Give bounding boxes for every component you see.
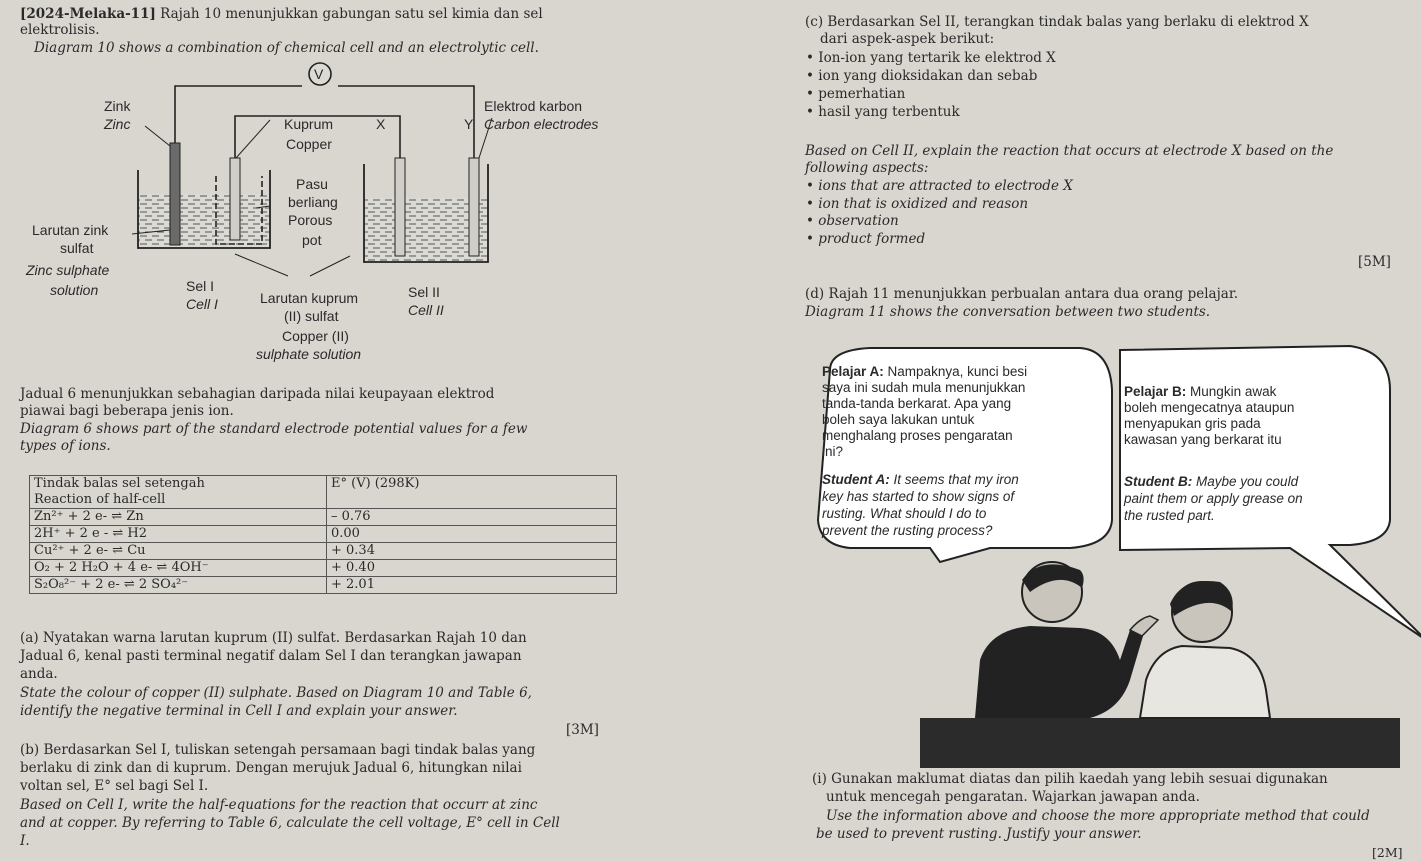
copper-label-en: Copper	[286, 136, 332, 152]
electrode-x-label: X	[376, 116, 386, 132]
bubble-a-ms-line: ini?	[822, 444, 844, 459]
bubble-a-en-line: rusting. What should I do to	[822, 506, 987, 521]
table-intro-ms-1: Jadual 6 menunjukkan sebahagian daripada nilai keupayaan elektrod	[20, 386, 495, 402]
table-header-reaction-en: Reaction of half-cell	[34, 492, 166, 507]
question-header	[20, 6, 543, 23]
table-row	[30, 577, 617, 594]
question-a-en-1: State the colour of copper (II) sulphate. Based on Diagram 10 and Table 6,	[20, 685, 532, 701]
cell-2-label-ms: Sel II	[408, 284, 440, 300]
bubble-a-ms-line: menghalang proses pengaratan	[822, 428, 1013, 443]
question-a-ms-3: anda.	[20, 666, 58, 682]
question-intro-en: Diagram 10 shows a combination of chemical cell and an electrolytic cell.	[34, 40, 539, 56]
bubble-b-ms-line: menyapukan gris pada	[1124, 416, 1261, 431]
copper-label-ms: Kuprum	[284, 116, 334, 132]
question-c-ms-2: dari aspek-aspek berikut:	[820, 31, 995, 47]
wire-left	[175, 86, 302, 143]
question-a-ms-1: (a) Nyatakan warna larutan kuprum (II) sulfat. Berdasarkan Rajah 10 dan	[20, 630, 527, 646]
porous-label-ms-1: Pasu	[296, 176, 328, 192]
voltmeter-label: V	[314, 66, 324, 82]
table-cell-e: – 0.76	[327, 509, 617, 526]
carbon-electrode-y	[469, 158, 479, 256]
bubble-a-ms-line-1: Pelajar A: Nampaknya, kunci besi	[822, 364, 1028, 379]
question-d-i-ms-1: (i) Gunakan maklumat diatas dan pilih kaedah yang lebih sesuai digunakan	[812, 771, 1328, 787]
student-a-body	[975, 626, 1146, 718]
carbon-label-en: Carbon electrodes	[484, 116, 599, 132]
bubble-b-ms-line: boleh mengecatnya ataupun	[1124, 400, 1295, 415]
porous-label-ms-2: berliang	[288, 194, 338, 210]
bubble-b-en-line-1: Student B: Maybe you could	[1124, 474, 1299, 489]
question-d-i-marks: [2M]	[1372, 845, 1403, 860]
zinc-label-ms: Zink	[104, 98, 131, 114]
table-header-reaction	[30, 476, 327, 509]
question-c-en-bullet: • product formed	[806, 231, 926, 247]
question-c-ms-1: (c) Berdasarkan Sel II, terangkan tindak balas yang berlaku di elektrod X	[805, 14, 1309, 30]
question-intro-ms: Rajah 10 menunjukkan gabungan satu sel kimia dan sel	[160, 6, 543, 22]
question-b-en-2: and at copper. By referring to Table 6, calculate the cell voltage, E° cell in Cell	[20, 815, 560, 831]
table-intro-en-1: Diagram 6 shows part of the standard electrode potential values for a few	[20, 421, 528, 437]
bubble-a-speaker-en: Student A:	[822, 472, 890, 487]
question-c-ms-bullet: • hasil yang terbentuk	[806, 104, 960, 120]
question-c-en-bullet: • ions that are attracted to electrode X	[806, 178, 1073, 194]
electrode-potential-table	[29, 475, 617, 594]
copper-electrode	[230, 158, 240, 240]
bubble-b-en-line: paint them or apply grease on	[1124, 491, 1303, 506]
question-tag: [2024-Melaka-11]	[20, 6, 156, 22]
cell-1-label-en: Cell I	[186, 296, 218, 312]
question-d-i-en-2: be used to prevent rusting. Justify your answer.	[816, 826, 1142, 842]
table-header-row	[30, 476, 617, 509]
carbon-electrode-x	[395, 158, 405, 256]
pointer-cuso4-2	[310, 256, 350, 276]
pointer-zinc	[145, 126, 170, 146]
pointer-cuso4-1	[235, 254, 288, 276]
question-c-en-bullet: • observation	[806, 213, 899, 229]
zinc-electrode	[170, 143, 180, 245]
cuso4-label-ms-2: (II) sulfat	[284, 308, 339, 324]
bubble-b-speaker-ms: Pelajar B:	[1124, 384, 1187, 399]
question-c-ms-bullet: • ion yang dioksidakan dan sebab	[806, 68, 1038, 84]
bubble-a-speaker-ms: Pelajar A:	[822, 364, 884, 379]
bubble-b-ms-line-1: Pelajar B: Mungkin awak	[1124, 384, 1277, 399]
question-d-ms: (d) Rajah 11 menunjukkan perbualan antara dua orang pelajar.	[805, 286, 1239, 302]
question-c-en-1: Based on Cell II, explain the reaction that occurs at electrode X based on the	[805, 143, 1334, 159]
bubble-a-en-line-1: Student A: It seems that my iron	[822, 472, 1019, 487]
table-row	[30, 543, 617, 560]
bubble-b-en-line: the rusted part.	[1124, 508, 1215, 523]
table-cell-reaction: S₂O₈²⁻ + 2 e- ⇌ 2 SO₄²⁻	[30, 577, 327, 594]
question-a-en-2: identify the negative terminal in Cell I and explain your answer.	[20, 703, 458, 719]
question-a-marks: [3M]	[566, 722, 599, 738]
question-b-en-3: I.	[20, 833, 30, 849]
table-cell-reaction: O₂ + 2 H₂O + 4 e- ⇌ 4OH⁻	[30, 560, 327, 577]
table-cell-e: + 2.01	[327, 577, 617, 594]
table-cell-e: 0.00	[327, 526, 617, 543]
table-cell-reaction: Cu²⁺ + 2 e- ⇌ Cu	[30, 543, 327, 560]
table-intro-en-2: types of ions.	[20, 438, 111, 454]
cuso4-label-ms-1: Larutan kuprum	[260, 290, 359, 306]
table-row	[30, 526, 617, 543]
question-a-ms-2: Jadual 6, kenal pasti terminal negatif dalam Sel I dan terangkan jawapan	[20, 648, 522, 664]
question-intro-ms-2: elektrolisis.	[20, 22, 100, 38]
question-c-marks: [5M]	[1358, 254, 1391, 270]
carbon-label-ms: Elektrod karbon	[484, 98, 583, 114]
question-c-en-bullet: • ion that is oxidized and reason	[806, 196, 1029, 212]
question-c-ms-bullet: • pemerhatian	[806, 86, 906, 102]
table-header-e: E° (V) (298K)	[327, 476, 617, 509]
znso4-label-ms-1: Larutan zink	[32, 222, 109, 238]
bubble-a-en-line: key has started to show signs of	[822, 489, 1015, 504]
table-header-reaction-ms: Tindak balas sel setengah	[34, 476, 205, 491]
cuso4-label-en-1: Copper (II)	[282, 328, 349, 344]
question-c-ms-bullet: • Ion-ion yang tertarik ke elektrod X	[806, 50, 1056, 66]
zinc-label-en: Zinc	[104, 116, 131, 132]
question-b-ms-2: berlaku di zink dan di kuprum. Dengan merujuk Jadual 6, hitungkan nilai	[20, 760, 522, 776]
question-c-en-2: following aspects:	[805, 160, 929, 176]
cell-2-label-en: Cell II	[408, 302, 444, 318]
student-b-body	[1140, 646, 1270, 718]
table-cell-e: + 0.34	[327, 543, 617, 560]
bubble-a-ms-line: saya ini sudah mula menunjukkan	[822, 380, 1026, 395]
znso4-label-ms-2: sulfat	[60, 240, 94, 256]
table-row	[30, 509, 617, 526]
question-d-i-en-1: Use the information above and choose the more appropriate method that could	[826, 808, 1370, 824]
pointer-copper	[236, 120, 270, 158]
porous-label-en-1: Porous	[288, 212, 333, 228]
bubble-b-ms-line: kawasan yang berkarat itu	[1124, 432, 1282, 447]
znso4-label-en-1: Zinc sulphate	[26, 262, 110, 278]
question-b-en-1: Based on Cell I, write the half-equations for the reaction that occurr at zinc	[20, 797, 538, 813]
question-d-en: Diagram 11 shows the conversation between two students.	[805, 304, 1211, 320]
bubble-a-ms-line: boleh saya lakukan untuk	[822, 412, 975, 427]
table-intro-ms-2: piawai bagi beberapa jenis ion.	[20, 403, 234, 419]
question-b-ms-3: voltan sel, E° sel bagi Sel I.	[20, 778, 209, 794]
question-b-ms-1: (b) Berdasarkan Sel I, tuliskan setengah persamaan bagi tindak balas yang	[20, 742, 536, 758]
bubble-b-speaker-en: Student B:	[1124, 474, 1193, 489]
diagram-10	[20, 58, 640, 368]
cuso4-label-en-2: sulphate solution	[256, 346, 362, 362]
porous-label-en-2: pot	[302, 232, 322, 248]
bubble-a-ms-line: tanda-tanda berkarat. Apa yang	[822, 396, 1012, 411]
table-cell-reaction: Zn²⁺ + 2 e- ⇌ Zn	[30, 509, 327, 526]
table-cell-e: + 0.40	[327, 560, 617, 577]
desk	[920, 718, 1400, 768]
electrode-y-label: Y	[464, 116, 474, 132]
znso4-label-en-2: solution	[50, 282, 99, 298]
table-row	[30, 560, 617, 577]
cell-1-label-ms: Sel I	[186, 278, 215, 294]
question-d-i-ms-2: untuk mencegah pengaratan. Wajarkan jawapan anda.	[826, 789, 1200, 805]
wire-right	[338, 86, 474, 158]
table-cell-reaction: 2H⁺ + 2 e - ⇌ H2	[30, 526, 327, 543]
bubble-a-en-line: prevent the rusting process?	[822, 523, 993, 538]
